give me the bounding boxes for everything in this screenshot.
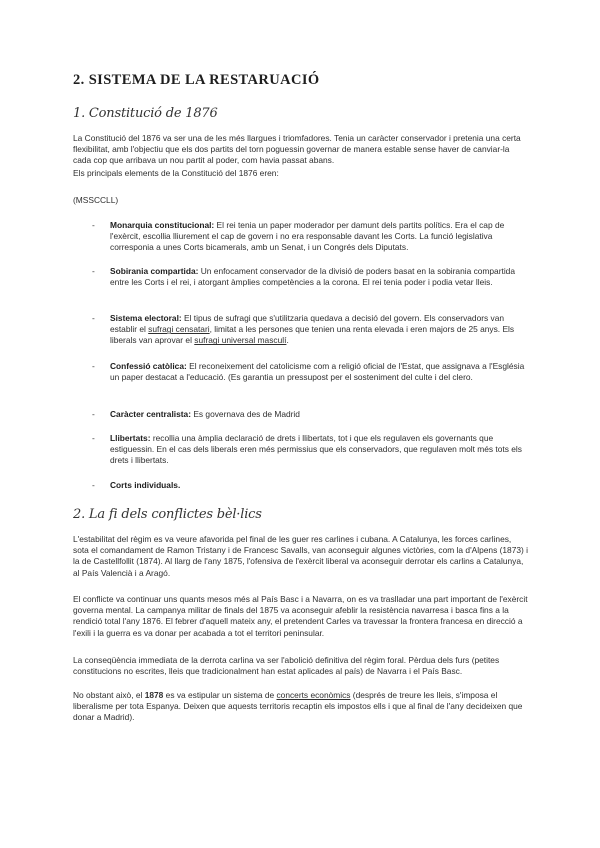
list-item: - Caràcter centralista: Es governava des de Madrid — [92, 409, 300, 419]
link-sufragi-universal: sufragi universal masculí — [194, 335, 287, 346]
section-1-intro-2: Els principals elements de la Constitució del 1876 eren: — [73, 168, 279, 178]
list-item: - Llibertats: recollia una àmplia declaració de drets i llibertats, tot i que els regulaven els governants que estiguessin. En el cas dels liberals eren més permissius que els conservadors, que regulaven molt més tots els drets i llibertats. — [92, 433, 522, 466]
section-2-heading: 2. La fi dels conflictes bèl·lics — [73, 507, 262, 522]
section-1-heading: 1. Constitució de 1876 — [73, 106, 218, 121]
page-title: 2. SISTEMA DE LA RESTARUACIÓ — [73, 72, 320, 88]
link-sufragi-censatari: sufragi censatari — [148, 324, 210, 335]
section-2-paragraph-2: El conflicte va continuar uns quants mesos més al País Basc i a Navarra, on es va traslladar una part important de l'exèrcit governa mental. La campanya militar de finals del 1875 va aconseguir afeblir la resistència navarresa i basca fins a la rendició total l'any 1876. El febrer d'aquell mateix any, el pretendent Carles va travessar la frontera francesa en direcció a l'exili i la guerra es va donar per acabada a tot el territori peninsular. — [73, 594, 528, 638]
section-2-paragraph-4: No obstant això, el 1878 es va estipular un sistema de concerts econòmics (després de treure les lleis, s'imposa el liberalisme per tota Espanya. Deixen que aquests territoris recaptin els impostos ells i que al final de l'any decideixen que donar a Madrid). — [73, 690, 523, 723]
list-item: - Corts individuals. — [92, 480, 181, 490]
acronym: (MSSCCLL) — [73, 195, 119, 205]
section-1-intro: La Constitució del 1876 va ser una de les més llargues i triomfadores. Tenia un caràcter conservador i pretenia una certa flexibilitat, amb l'objectiu que els dos partits del torn poguessin governar de manera estable sense haver de canviar-la cada cop que arribava un nou partit al poder, com havia passat abans. — [73, 133, 521, 166]
list-item: - Confessió catòlica: El reconeixement del catolicisme com a religió oficial de l'Estat, que assignava a l'Església un paper destacat a l'educació. (Es garantia un pressupost per el sosteniment del culte i del clero. — [92, 361, 525, 383]
year-1878: 1878 — [144, 690, 164, 700]
list-item: - Monarquia constitucional: El rei tenia un paper moderador per damunt dels partits polítics. Era el cap de l'exèrcit, escollia lliurement el cap de govern i no era responsable davant les Corts. La funció legislativa corresponia a unes Corts bicamerals, amb un Senat, i un Congrés dels Diputats. — [92, 220, 505, 253]
section-2-paragraph-1: L'estabilitat del règim es va veure afavorida pel final de les guer res carlines i cubana. A Catalunya, les forces carlines, sota el comandament de Ramon Tristany i de Francesc Savalls, van aconseguir algunes victòries, com la d'Alpens (1873) i la de Castellfollit (1874). Al llarg de l'any 1875, l'ofensiva de l'exèrcit liberal va aconseguir derrotar els carlins a Catalunya, al País Valencià i a Aragó. — [73, 534, 529, 578]
section-2-paragraph-3: La conseqüència immediata de la derrota carlina va ser l'abolició definitiva del règim foral. Pèrdua dels furs (petites constitucions no escrites, lleis que tradicionalment han estat aplicades al país) de Navarra i el País Basc. — [73, 655, 500, 677]
link-concerts-economics: concerts econòmics — [276, 690, 351, 700]
list-item: - Sistema electoral: El tipus de sufragi que s'utilitzaria quedava a decisió del govern. Els conservadors van establir el sufragi censatari, limitat a les persones que tenien una renta elevada i eren majors de 25 anys. Els liberals van aprovar el sufragi universal masculí. — [92, 313, 515, 346]
list-item: - Sobirania compartida: Un enfocament conservador de la divisió de poders basat en la sobirania compartida entre les Corts i el rei, i atorgant àmplies competències a la corona. El rei tenia poder i podia vetar lleis. — [92, 266, 515, 288]
